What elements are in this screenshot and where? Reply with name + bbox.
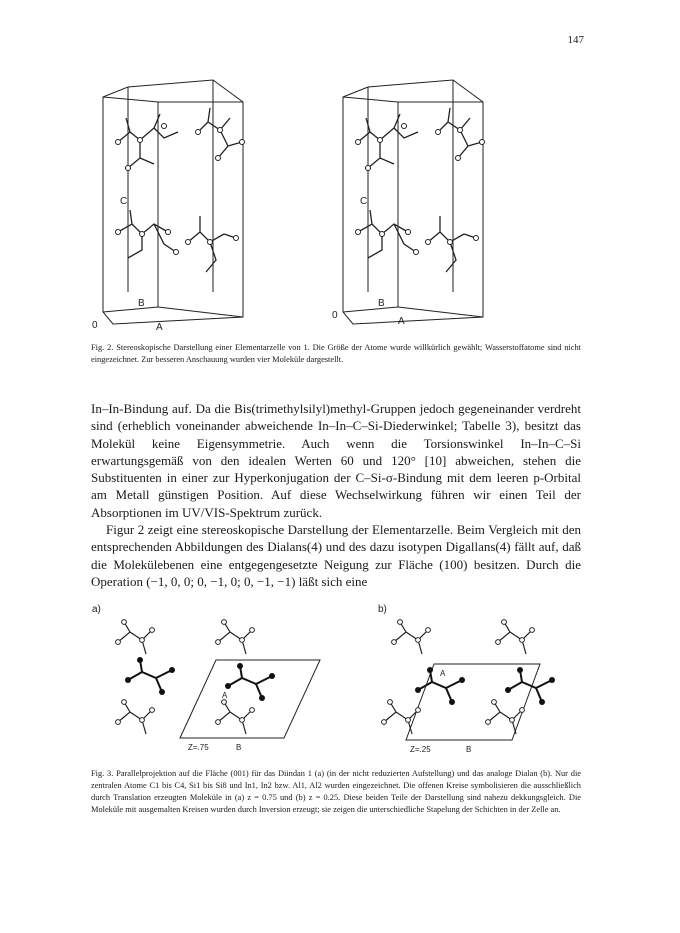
panel-b-open-atoms [382,620,535,725]
panel-a-axis-b-label: B [236,743,242,752]
panel-a-label: a) [92,604,101,615]
right-origin-label: 0 [332,310,338,321]
right-axis-b-label: B [378,298,385,309]
paragraph-2: Figur 2 zeigt eine stereoskopische Darstellung der Elementarzelle. Beim Vergleich mit den entsprechenden Abbildungen des Dialans(4) und des dazu isotypen Digallans(4) fällt auf, daß die Molekülebenen eine entgegengesetzte Neigung zur Fläche (100) besitzen. Durch die Operation (−1, 0, 0; 0, −1, 0; 0, −1, −1) läßt sich eine [91,522,581,589]
left-axis-a-label: A [156,322,163,333]
panel-a-filled-molecules [128,660,272,698]
panel-b-open-molecules [384,622,532,734]
panel-b-axis-b-label: B [466,745,472,754]
panel-b-axis-a-label: A [440,669,446,678]
right-axis-c-label: C [360,196,368,207]
page-number: 147 [567,34,584,46]
left-axis-b-label: B [138,298,145,309]
paragraph-1: In–In-Bindung auf. Da die Bis(trimethylsilyl)methyl-Gruppen jedoch gegeneinander verdreht sind (erheblich voneinander abweichende In–In–C–Si-Diederwinkel; Tabelle 3), besitzt das Molekül keine Eigensymmetrie. Auch wenn die Torsionswinkel In–In–C–Si erwartungsgemäß von den idealen Werten 60 und 120° [10] abweichen, stehen die Substituenten in einer zur Hyperkonjugation der C–Si-σ-Bindung mit dem leeren p-Orbital am Metall günstigen Position. Auf diese Wechselwirkung führen wir einen Teil der Absorptionen im UV/VIS-Spektrum zurück. [91,401,581,520]
right-molecules [358,108,482,272]
panel-b-label: b) [378,604,387,615]
panel-b-filled-molecules [418,670,552,702]
body-text [91,400,581,590]
figure-3-drawing [88,598,580,766]
left-molecules [118,108,242,272]
panel-a-z-label: Z=.75 [188,743,209,752]
figure-2-caption: Fig. 2. Stereoskopische Darstellung einer Elementarzelle von 1. Die Größe der Atome wurde willkürlich gewählt; Wasserstoffatome sind nicht eingezeichnet. Zur besseren Anschauung wurden vier Moleküle dargestellt. [91,343,581,364]
panel-a-open-molecules [118,622,252,734]
panel-a-open-atoms [116,620,255,725]
left-origin-label: 0 [92,320,98,331]
figure-2-stereo-unit-cell [88,62,580,347]
figure-3-parallel-projection [88,598,580,766]
figure-2-drawing [88,62,580,347]
left-axis-c-label: C [120,196,128,207]
panel-a-cell [180,660,320,738]
right-axis-a-label: A [398,316,405,327]
panel-b-z-label: Z=.25 [410,745,431,754]
panel-a-axis-a-label: A [222,691,228,700]
figure-3-caption: Fig. 3. Parallelprojektion auf die Fläche (001) für das Diindan 1 (a) (in der nicht reduzierten Aufstellung) und das analoge Dialan (b). Nur die zentralen Atome C1 bis C4, Si1 bis Si8 und In1, In2 bzw. Al1, Al2 wurden eingezeichnet. Die offenen Kreise symbolisieren die ausschließlich durch Translation erzeugten Moleküle in (a) z = 0.75 und (b) z = 0.25. Diese beiden Teile der Darstellung sind nahezu dekkungsgleich. Die Moleküle mit ausgemalten Kreisen wurden durch Inversion erzeugt; sie zeigen die unterschiedliche Stapelung der Schichten in der Zelle an. [91,769,581,814]
panel-b-filled-atoms [415,667,555,705]
